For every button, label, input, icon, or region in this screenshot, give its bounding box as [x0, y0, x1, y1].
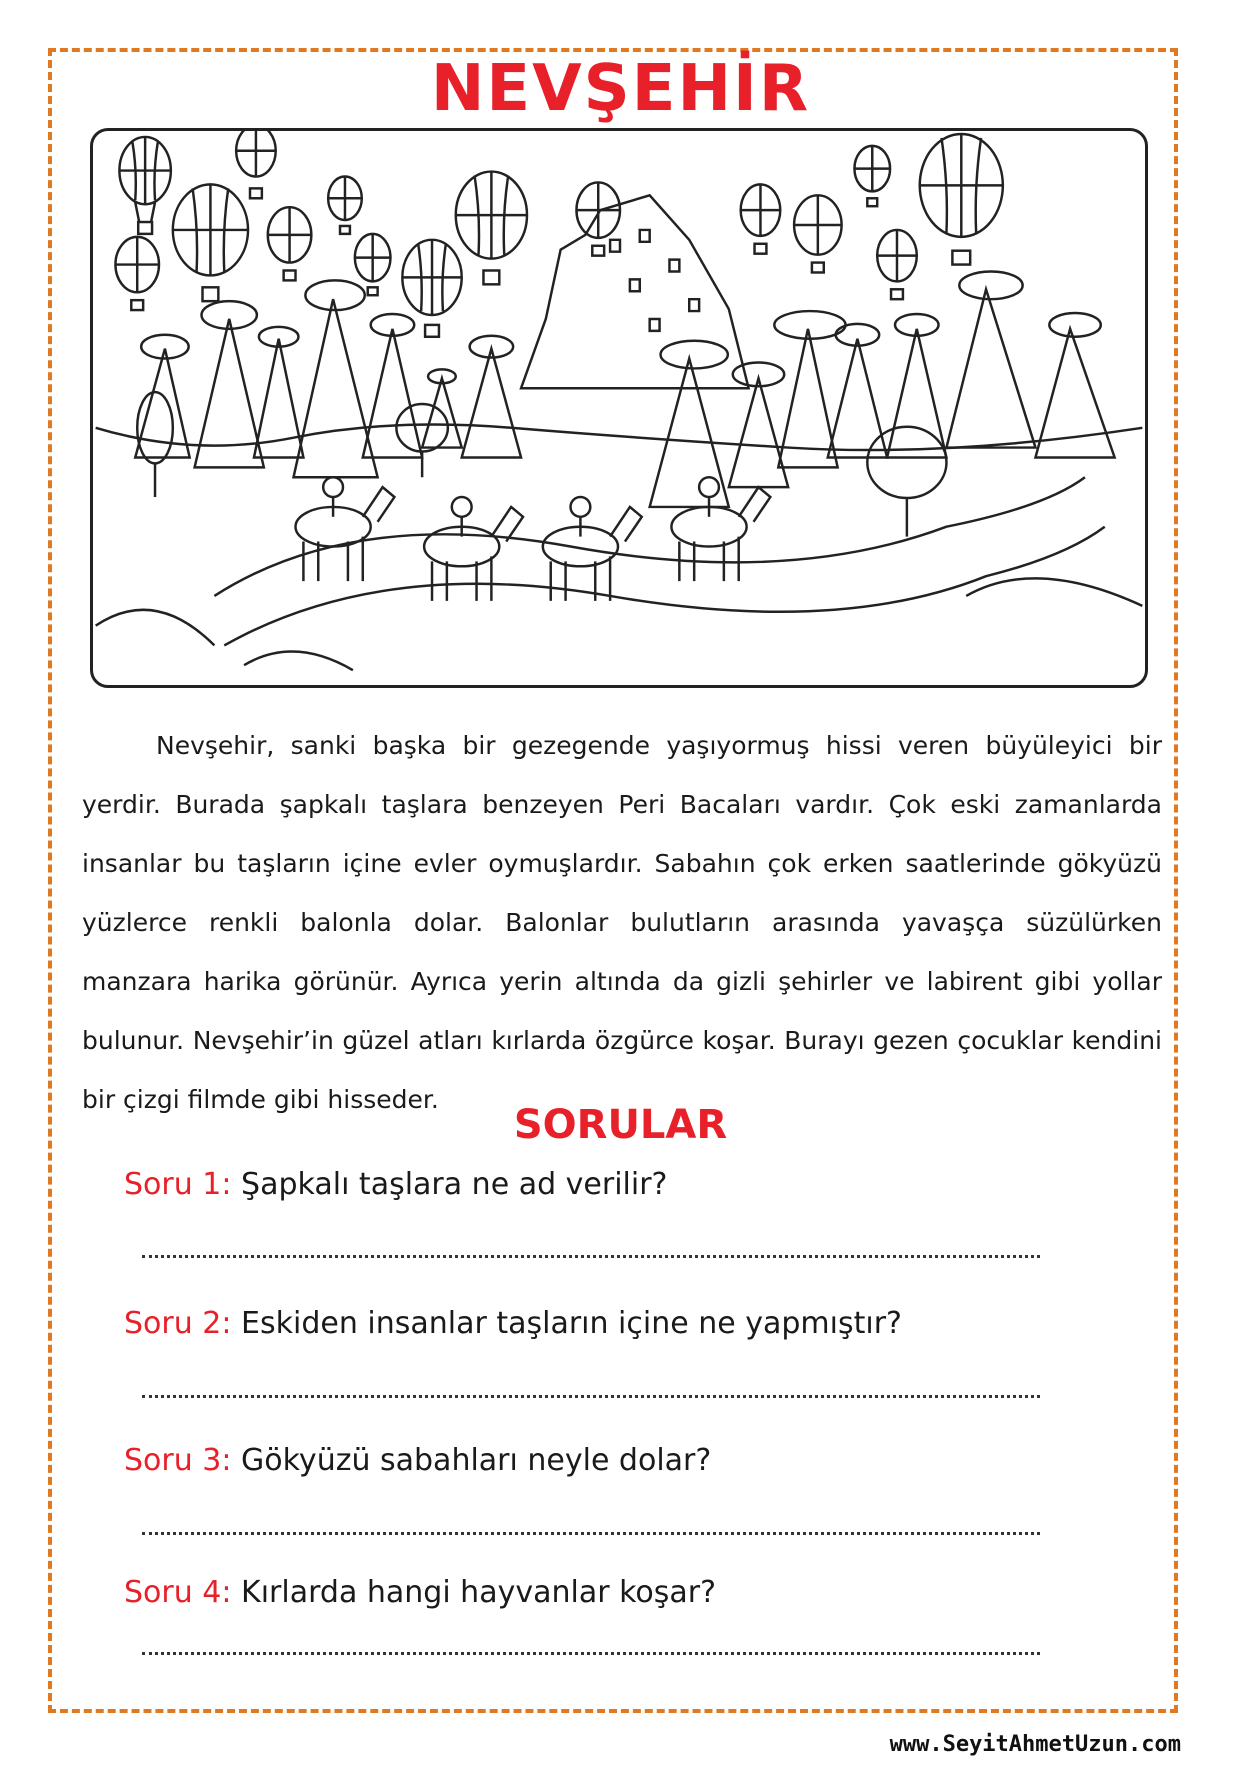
question-1 [124, 1167, 667, 1202]
question-text: Eskiden insanlar taşların içine ne yapmıştır? [241, 1306, 902, 1341]
question-4 [124, 1575, 716, 1610]
question-text: Gökyüzü sabahları neyle dolar? [241, 1443, 712, 1478]
question-text: Şapkalı taşlara ne ad verilir? [241, 1167, 668, 1202]
answer-line-1[interactable] [142, 1255, 1040, 1258]
question-label: Soru 2: [124, 1306, 232, 1341]
questions-heading: SORULAR [513, 1102, 728, 1148]
question-label: Soru 4: [124, 1575, 232, 1610]
question-2 [124, 1306, 902, 1341]
cappadocia-illustration [90, 128, 1148, 688]
answer-line-2[interactable] [142, 1395, 1040, 1398]
story-paragraph: Nevşehir, sanki başka bir gezegende yaşıyormuş hissi veren büyüleyici bir yerdir. Burada şapkalı taşlara benzeyen Peri Bacaları vardır. Çok eski zamanlarda insanlar bu taşların içine evler oymuşlardır. Sabahın çok erken saatlerinde gökyüzü yüzlerce renkli balonla dolar. Balonlar bulutların arasında yavaşça süzülürken manzara harika görünür. Ayrıca yerin altında da gizli şehirler ve labirent gibi yollar bulunur. Nevşehir’in güzel atları kırlarda özgürce koşar. Burayı gezen çocuklar kendini bir çizgi filmde gibi hisseder. [82, 731, 1162, 1114]
winding-road [214, 477, 1085, 596]
question-label: Soru 3: [124, 1443, 232, 1478]
answer-line-3[interactable] [142, 1532, 1040, 1535]
question-label: Soru 1: [124, 1167, 232, 1202]
page-title: NEVŞEHİR [430, 52, 811, 126]
answer-line-4[interactable] [142, 1652, 1040, 1655]
question-text: Kırlarda hangi hayvanlar koşar? [241, 1575, 717, 1610]
question-3 [124, 1443, 711, 1478]
website-footer: www.SeyitAhmetUzun.com [889, 1732, 1181, 1757]
